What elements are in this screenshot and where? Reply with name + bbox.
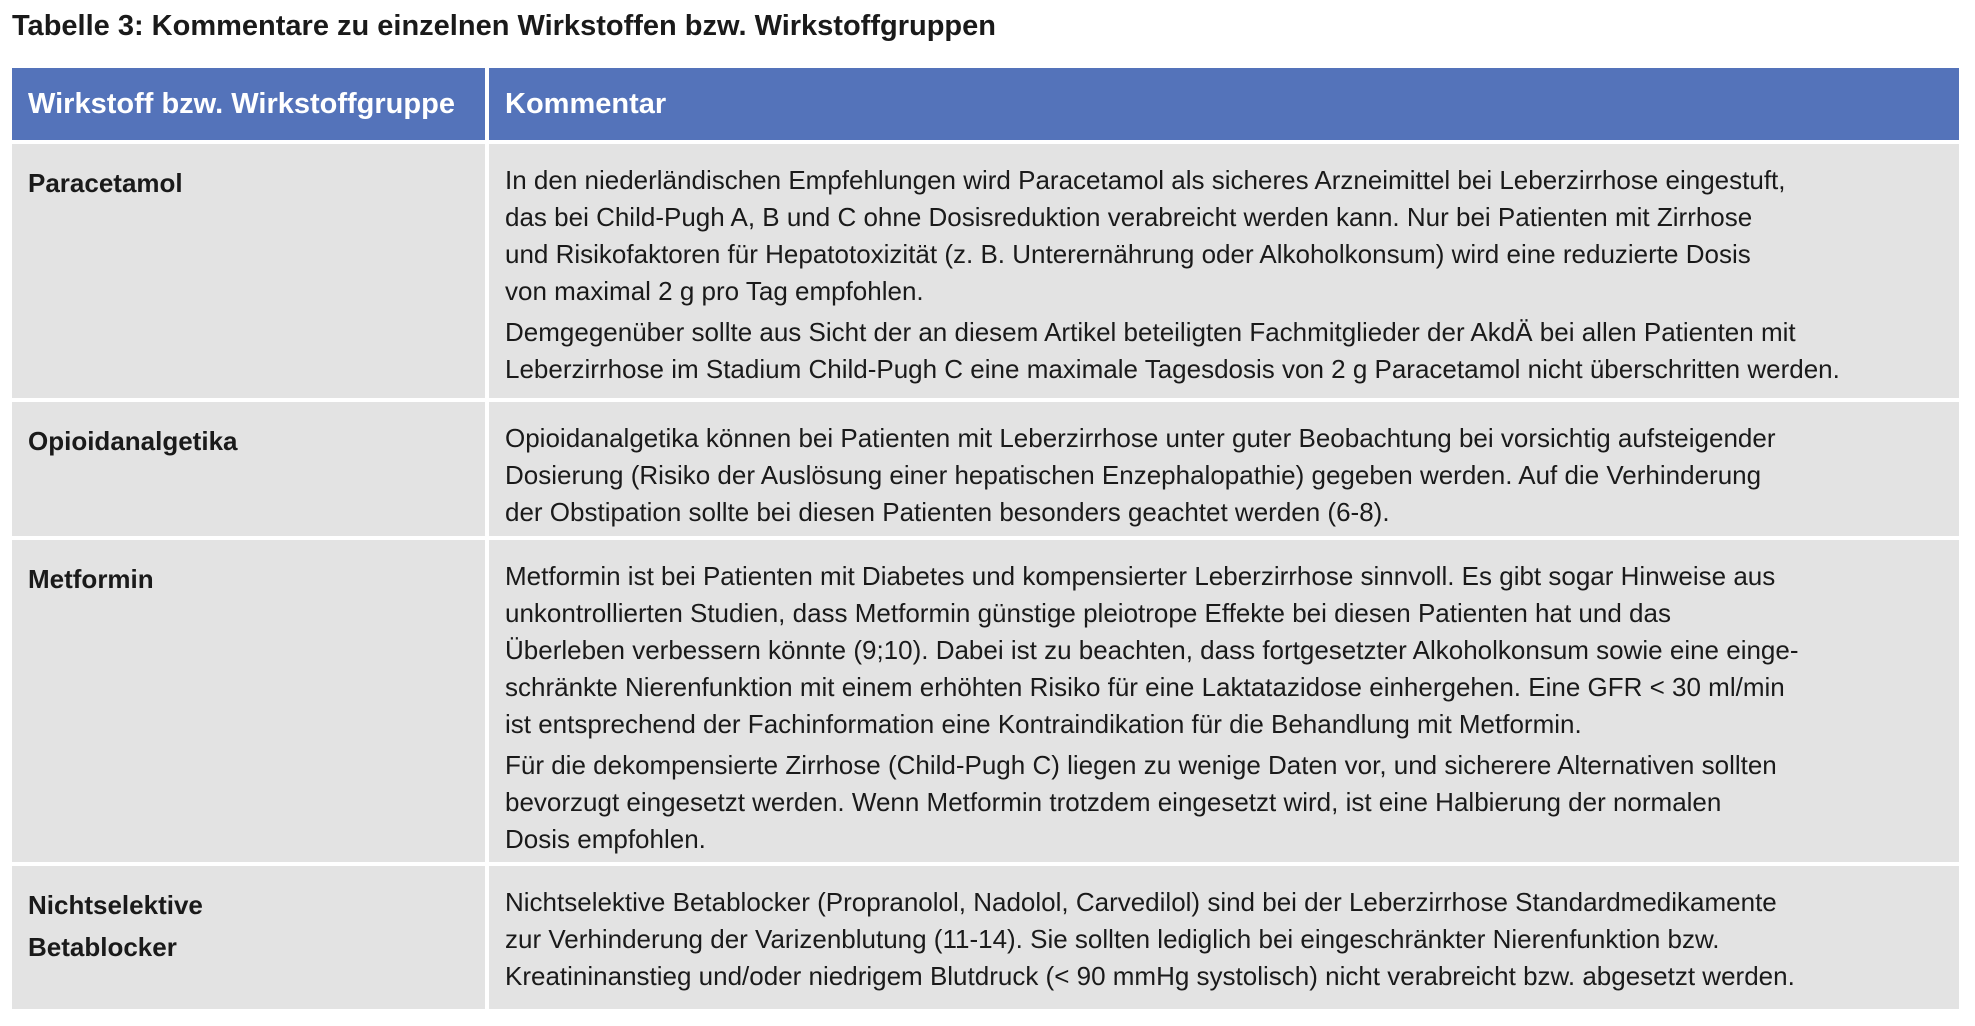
- table-row-betablocker: [12, 866, 1959, 1009]
- substance-name-line: Betablocker: [28, 932, 177, 962]
- comment-line: Leberzirrhose im Stadium Child-Pugh C eine maximale Tagesdosis von 2 g Paracetamol nicht überschritten werden.: [505, 354, 1840, 384]
- comment-line: Demgegenüber sollte aus Sicht der an diesem Artikel beteiligten Fachmitglieder der AkdÄ bei allen Patienten mit: [505, 317, 1796, 347]
- substance-cell: [12, 144, 485, 398]
- substance-cell: [12, 402, 485, 536]
- substance-name: Opioidanalgetika: [28, 426, 238, 456]
- comment-line: zur Verhinderung der Varizenblutung (11-14). Sie sollten lediglich bei eingeschränkter Nierenfunktion bzw.: [505, 924, 1720, 954]
- comment-paragraph: [505, 558, 1943, 743]
- comment-line: unkontrollierten Studien, dass Metformin günstige pleiotrope Effekte bei diesen Patienten hat und das: [505, 598, 1671, 628]
- substance-name: Paracetamol: [28, 168, 183, 198]
- comment-cell: [489, 402, 1959, 536]
- comment-cell: [489, 540, 1959, 862]
- comment-paragraph: [505, 747, 1943, 858]
- header-substance: Wirkstoff bzw. Wirkstoffgruppe: [12, 68, 485, 140]
- table-caption: Tabelle 3: Kommentare zu einzelnen Wirkstoffen bzw. Wirkstoffgruppen: [12, 10, 996, 42]
- substance-cell: [12, 540, 485, 862]
- comment-line: Für die dekompensierte Zirrhose (Child-Pugh C) liegen zu wenige Daten vor, und sicherere Alternativen sollten: [505, 750, 1777, 780]
- comment-paragraph: [505, 162, 1943, 310]
- substance-cell: [12, 866, 485, 1009]
- header-comment: Kommentar: [489, 68, 1959, 140]
- comment-cell: [489, 866, 1959, 1009]
- comment-paragraph: [505, 420, 1943, 531]
- comment-line: bevorzugt eingesetzt werden. Wenn Metformin trotzdem eingesetzt wird, ist eine Halbierung der normalen: [505, 787, 1722, 817]
- comment-line: Dosierung (Risiko der Auslösung einer hepatischen Enzephalopathie) gegeben werden. Auf die Verhinderung: [505, 460, 1762, 490]
- comment-line: Kreatininanstieg und/oder niedrigem Blutdruck (< 90 mmHg systolisch) nicht verabreicht bzw. abgesetzt werden.: [505, 961, 1795, 991]
- comment-line: Dosis empfohlen.: [505, 824, 706, 854]
- comment-line: der Obstipation sollte bei diesen Patienten besonders geachtet werden (6-8).: [505, 497, 1390, 527]
- table-row-opioidanalgetika: [12, 402, 1959, 536]
- comment-line: In den niederländischen Empfehlungen wird Paracetamol als sicheres Arzneimittel bei Leberzirrhose eingestuft,: [505, 165, 1786, 195]
- comment-line: Opioidanalgetika können bei Patienten mit Leberzirrhose unter guter Beobachtung bei vorsichtig aufsteigender: [505, 423, 1776, 453]
- comment-cell: [489, 144, 1959, 398]
- comment-line: Nichtselektive Betablocker (Propranolol, Nadolol, Carvedilol) sind bei der Leberzirrhose Standardmedikamente: [505, 887, 1777, 917]
- substance-name: Metformin: [28, 564, 154, 594]
- comment-line: das bei Child-Pugh A, B und C ohne Dosisreduktion verabreicht werden kann. Nur bei Patienten mit Zirrhose: [505, 202, 1753, 232]
- table-header-row: [12, 68, 1959, 140]
- comment-paragraph: [505, 884, 1943, 995]
- comment-line: Metformin ist bei Patienten mit Diabetes und kompensierter Leberzirrhose sinnvoll. Es gibt sogar Hinweise aus: [505, 561, 1776, 591]
- table-row-paracetamol: [12, 144, 1959, 398]
- comment-line: schränkte Nierenfunktion mit einem erhöhten Risiko für eine Laktatazidose einhergehen. Eine GFR < 30 ml/min: [505, 672, 1785, 702]
- comment-line: und Risikofaktoren für Hepatotoxizität (z. B. Unterernährung oder Alkoholkonsum) wird eine reduzierte Dosis: [505, 239, 1751, 269]
- comment-paragraph: [505, 314, 1943, 388]
- substance-name-line: Nichtselektive: [28, 890, 203, 920]
- comments-table: [12, 68, 1959, 1013]
- table-row-metformin: [12, 540, 1959, 862]
- comment-line: ist entsprechend der Fachinformation eine Kontraindikation für die Behandlung mit Metformin.: [505, 709, 1582, 739]
- comment-line: von maximal 2 g pro Tag empfohlen.: [505, 276, 924, 306]
- comment-line: Überleben verbessern könnte (9;10). Dabei ist zu beachten, dass fortgesetzter Alkoholkonsum sowie eine einge-: [505, 635, 1799, 665]
